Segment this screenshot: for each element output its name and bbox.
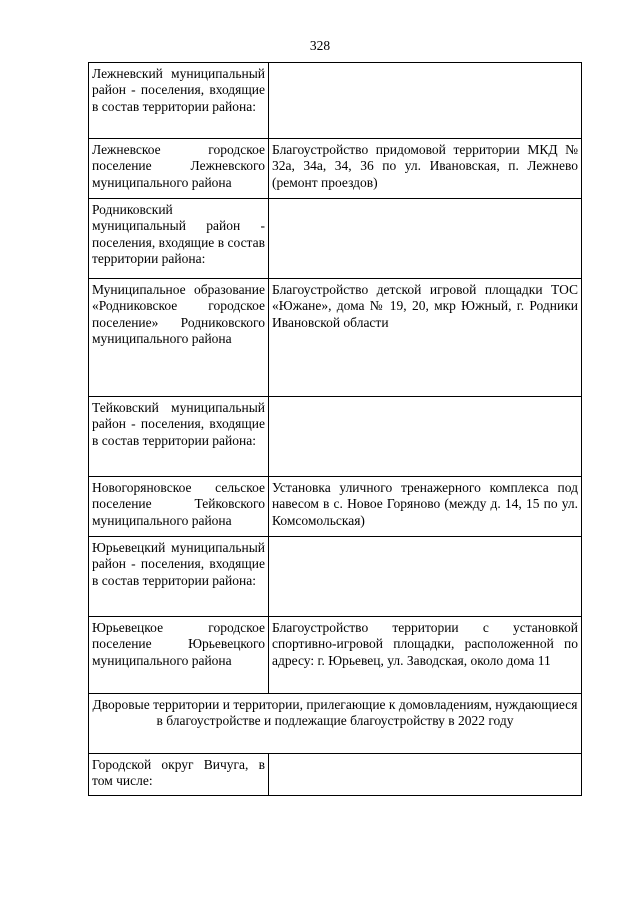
project-cell: [269, 63, 582, 139]
section-heading: Дворовые территории и территории, прилегающие к домовладениям, нуждающиеся в благоустройстве и подлежащие благоустройству в 2022 году: [89, 694, 582, 754]
table-row: [89, 754, 582, 796]
table-row: [89, 537, 582, 617]
district-cell: Лежневский муниципальный район - поселения, входящие в состав территории района:: [89, 63, 269, 139]
settlement-cell: Муниципальное образование «Родниковское городское поселение» Родниковского муниципального района: [89, 279, 269, 397]
settlement-cell: Юрьевецкое городское поселение Юрьевецкого муниципального района: [89, 617, 269, 694]
settlement-cell: Лежневское городское поселение Лежневского муниципального района: [89, 139, 269, 199]
table-row: [89, 63, 582, 139]
project-cell: [269, 199, 582, 279]
district-cell: Родниковский муниципальный район - поселения, входящие в состав территории района:: [89, 199, 269, 279]
project-cell: Благоустройство детской игровой площадки ТОС «Южане», дома № 19, 20, мкр Южный, г. Родники Ивановской области: [269, 279, 582, 397]
page-number: 328: [309, 38, 331, 53]
table-row: [89, 139, 582, 199]
table-row: [89, 199, 582, 279]
settlement-cell: Новогоряновское сельское поселение Тейковского муниципального района: [89, 477, 269, 537]
project-cell: [269, 537, 582, 617]
table-row: [89, 477, 582, 537]
project-cell: Установка уличного тренажерного комплекса под навесом в с. Новое Горяново (между д. 14, 15 по ул. Комсомольская): [269, 477, 582, 537]
district-cell: Тейковский муниципальный район - поселения, входящие в состав территории района:: [89, 397, 269, 477]
table-row: [89, 279, 582, 397]
table-row: [89, 397, 582, 477]
district-cell: Юрьевецкий муниципальный район - поселения, входящие в состав территории района:: [89, 537, 269, 617]
section-heading-row: [89, 694, 582, 754]
project-cell: Благоустройство придомовой территории МКД № 32а, 34а, 34, 36 по ул. Ивановская, п. Лежнево (ремонт проездов): [269, 139, 582, 199]
territory-table: [88, 62, 582, 796]
project-cell: [269, 754, 582, 796]
project-cell: [269, 397, 582, 477]
table-row: [89, 617, 582, 694]
project-cell: Благоустройство территории с установкой спортивно-игровой площадки, расположенной по адресу: г. Юрьевец, ул. Заводская, около дома 11: [269, 617, 582, 694]
district-cell: Городской округ Вичуга, в том числе:: [89, 754, 269, 796]
